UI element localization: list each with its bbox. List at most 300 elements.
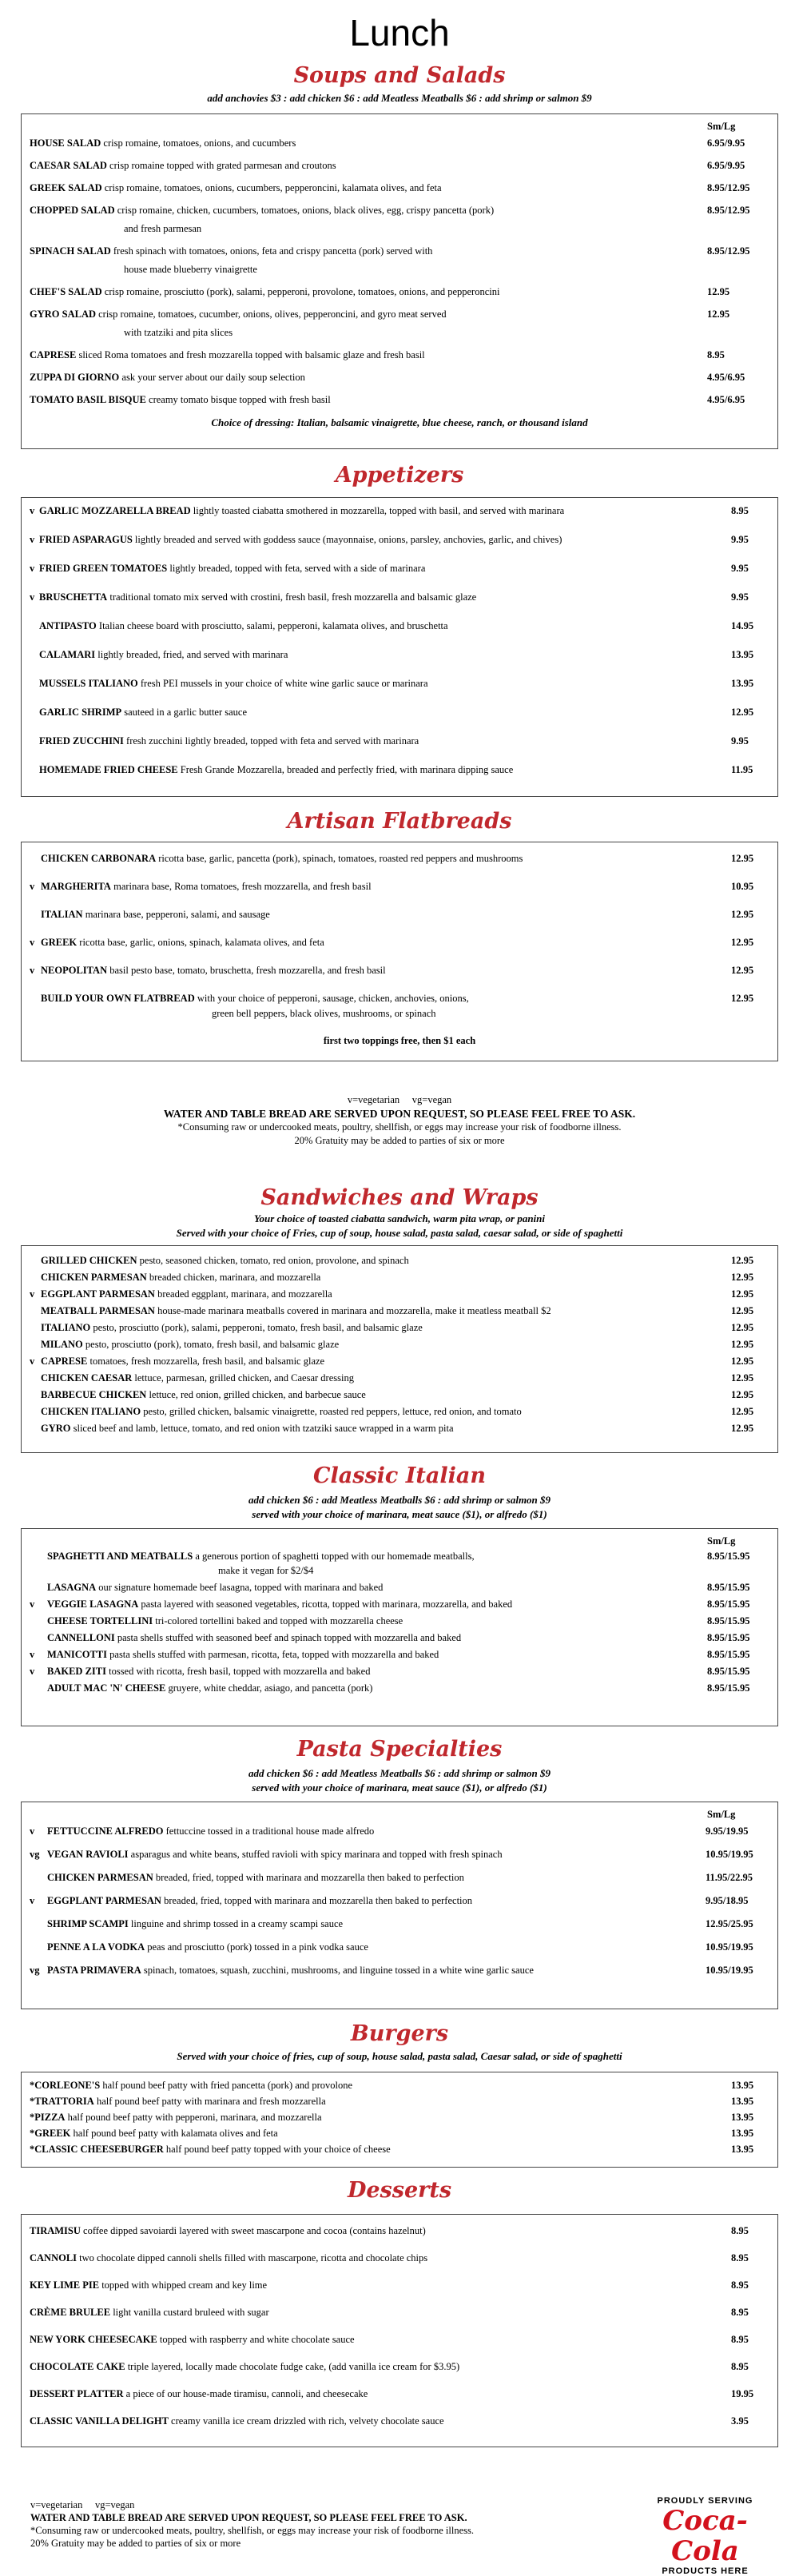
menu-item-name: NEW YORK CHEESECAKE <box>30 2334 157 2345</box>
menu-item-text <box>30 1848 706 1861</box>
menu-item-name: CALAMARI <box>39 649 96 660</box>
menu-item-price: 12.95 <box>731 1339 754 1350</box>
menu-item-name: CHEF'S SALAD <box>30 286 102 297</box>
menu-item <box>30 1422 769 1435</box>
menu-item-text <box>30 992 731 1021</box>
menu-item-text <box>30 1355 731 1368</box>
menu-item-description: asparagus and white beans, stuffed ravioli with spicy marinara and topped with fresh spinach <box>130 1849 503 1860</box>
menu-item <box>30 504 769 518</box>
menu-item-price: 8.95 <box>707 349 725 360</box>
menu-item-description: linguine and shrimp tossed in a creamy scampi sauce <box>130 1918 344 1929</box>
menu-item-text <box>30 1372 731 1384</box>
menu-item-text <box>30 1894 706 1907</box>
menu-item-price: 10.95/19.95 <box>706 1941 753 1953</box>
menu-item-price: 12.95 <box>731 1389 754 1400</box>
menu-item-name: EGGPLANT PARMESAN <box>47 1895 161 1906</box>
menu-item-description: breaded eggplant, marinara, and mozzarella <box>157 1288 332 1300</box>
menu-item-description: lightly breaded, topped with feta, served with a side of marinara <box>169 563 426 574</box>
menu-item-text <box>30 964 731 977</box>
menu-item-description: tossed with ricotta, fresh basil, topped with mozzarella and baked <box>109 1666 371 1677</box>
menu-item-description: pasta shells stuffed with parmesan, ricotta, feta, topped with mozzarella and baked <box>109 1649 439 1660</box>
menu-item-price: 19.95 <box>731 2388 754 2399</box>
sandwiches-sub2: Served with your choice of Fries, cup of soup, house salad, pasta salad, caesar salad, or side of spaghetti <box>176 1227 623 1239</box>
menu-item-price: 11.95/22.95 <box>706 1872 753 1883</box>
menu-item-text <box>30 1665 707 1678</box>
menu-item <box>30 1964 769 1977</box>
menu-item-price: 4.95/6.95 <box>707 394 745 405</box>
menu-item <box>30 562 769 575</box>
menu-item-text <box>30 1631 707 1644</box>
menu-item-text <box>30 1825 706 1837</box>
menu-item-description: two chocolate dipped cannoli shells filled with mascarpone, ricotta and chocolate chips <box>79 2252 428 2263</box>
menu-item-description: crisp romaine, tomatoes, cucumber, onions, olives, pepperoncini, and gyro meat served <box>98 309 447 320</box>
menu-item-price: 4.95/6.95 <box>707 372 745 383</box>
menu-item-price: 12.95 <box>731 1255 754 1266</box>
menu-item-price: 14.95 <box>731 620 754 631</box>
menu-item-text <box>30 1288 731 1300</box>
diet-marker: v <box>30 1356 35 1367</box>
menu-item <box>30 2360 769 2374</box>
menu-item-name: ITALIAN <box>41 909 83 920</box>
menu-item <box>30 648 769 662</box>
menu-item <box>30 1665 769 1678</box>
menu-item-name: VEGAN RAVIOLI <box>47 1849 129 1860</box>
menu-item-name: HOMEMADE FRIED CHEESE <box>39 764 178 775</box>
menu-item-description: marinara base, pepperoni, salami, and sausage <box>85 909 270 920</box>
menu-item <box>30 706 769 719</box>
menu-item <box>30 992 769 1021</box>
menu-item-text <box>30 908 731 922</box>
menu-item <box>30 880 769 894</box>
menu-item <box>30 1894 769 1907</box>
menu-item-description: traditional tomato mix served with crostini, fresh basil, fresh mozzarella and balsamic glaze <box>109 591 477 603</box>
menu-item-name: MILANO <box>41 1339 83 1350</box>
section-title-burgers: Burgers <box>350 2021 449 2046</box>
menu-item-description: with your choice of pepperoni, sausage, chicken, anchovies, onions, <box>197 993 469 1004</box>
menu-item-name: SHRIMP SCAMPI <box>47 1918 129 1929</box>
menu-item-text <box>30 2333 731 2347</box>
menu-item-description: half pound beef patty topped with your choice of cheese <box>165 2144 391 2155</box>
menu-item-name: BUILD YOUR OWN FLATBREAD <box>41 993 195 1004</box>
menu-item-description-cont: and fresh parmesan <box>124 223 202 234</box>
menu-item-name: HOUSE SALAD <box>30 137 101 149</box>
menu-item-description-cont: with tzatziki and pita slices <box>124 327 233 338</box>
menu-item-name: ZUPPA DI GIORNO <box>30 372 120 383</box>
menu-item-name: CAPRESE <box>30 349 77 360</box>
menu-item <box>30 1648 769 1661</box>
menu-item-name: *CORLEONE'S <box>30 2080 101 2091</box>
raw-warning: *Consuming raw or undercooked meats, poultry, shellfish, or eggs may increase your risk of foodborne illness. <box>177 1121 622 1133</box>
menu-item <box>30 1304 769 1317</box>
menu-item-price: 12.95 <box>731 853 754 864</box>
menu-item-name: CHICKEN CARBONARA <box>41 853 157 864</box>
classic-box <box>21 1528 778 1726</box>
flatbreads-list <box>30 852 769 1021</box>
gratuity-note: 20% Gratuity may be added to parties of six or more <box>294 1135 505 1146</box>
menu-item-description: our signature homemade beef lasagna, topped with marinara and baked <box>98 1582 384 1593</box>
menu-item-price: 12.95 <box>731 965 754 976</box>
menu-item-description: half pound beef patty with marinara and fresh mozzarella <box>96 2096 326 2107</box>
diet-marker: v <box>30 1666 35 1677</box>
menu-item-name: CRÈME BRULEE <box>30 2307 111 2318</box>
menu-item-price: 12.95 <box>731 1322 754 1333</box>
menu-item-name: ITALIANO <box>41 1322 91 1333</box>
menu-item <box>30 735 769 748</box>
menu-item-name: MARGHERITA <box>41 881 111 892</box>
coke-bottom-text: PRODUCTS HERE <box>662 2566 749 2576</box>
menu-item-text <box>30 1254 731 1267</box>
menu-item-description: lightly toasted ciabatta smothered in mozzarella, topped with basil, and served with marinara <box>193 505 565 516</box>
menu-item-text <box>30 1648 707 1661</box>
menu-item-price: 13.95 <box>731 2096 754 2107</box>
menu-item-text <box>30 1338 731 1351</box>
menu-item-name: *TRATTORIA <box>30 2096 94 2107</box>
menu-item-price: 13.95 <box>731 649 754 660</box>
menu-item <box>30 1254 769 1267</box>
menu-item <box>30 1631 769 1644</box>
menu-item-description: a generous portion of spaghetti topped with our homemade meatballs, <box>195 1551 475 1562</box>
menu-item-description: ask your server about our daily soup selection <box>121 372 305 383</box>
menu-item-price: 8.95/15.95 <box>707 1599 750 1610</box>
desserts-box <box>21 2214 778 2447</box>
menu-item-text <box>30 2415 731 2428</box>
menu-item-name: PASTA PRIMAVERA <box>47 1965 141 1976</box>
classic-sub1: add chicken $6 : add Meatless Meatballs $6 : add shrimp or salmon $9 <box>248 1494 551 1506</box>
menu-item-name: CHOCOLATE CAKE <box>30 2361 125 2372</box>
diet-marker: v <box>30 534 35 545</box>
menu-item-description: pesto, seasoned chicken, tomato, red onion, provolone, and spinach <box>139 1255 409 1266</box>
menu-item <box>30 2387 769 2401</box>
menu-item-name: CAPRESE <box>41 1356 88 1367</box>
menu-item-name: TOMATO BASIL BISQUE <box>30 394 146 405</box>
menu-item-description: crisp romaine topped with grated parmesan and croutons <box>109 160 336 171</box>
menu-item-price: 8.95/12.95 <box>707 245 750 257</box>
menu-item-description: sliced Roma tomatoes and fresh mozzarella topped with balsamic glaze and fresh basil <box>78 349 425 360</box>
menu-item-name: CANNELLONI <box>47 1632 115 1643</box>
menu-item-price: 8.95 <box>731 2225 749 2236</box>
menu-item-price: 13.95 <box>731 2128 754 2139</box>
menu-item-text <box>30 2252 731 2265</box>
menu-item-price: 12.95/25.95 <box>706 1918 753 1929</box>
menu-item-name: FRIED ZUCCHINI <box>39 735 124 747</box>
menu-item-price: 9.95 <box>731 563 749 574</box>
menu-item-description: ricotta base, garlic, onions, spinach, kalamata olives, and feta <box>79 937 324 948</box>
classic-size-header-row <box>30 1535 769 1550</box>
menu-item-name: GYRO SALAD <box>30 309 96 320</box>
diet-legend: v=vegetarian vg=vegan <box>30 2499 135 2510</box>
menu-item-name: GARLIC MOZZARELLA BREAD <box>39 505 191 516</box>
menu-item-price: 8.95/15.95 <box>707 1649 750 1660</box>
menu-item-name: FETTUCCINE ALFREDO <box>47 1825 164 1837</box>
menu-item-name: GREEK <box>41 937 78 948</box>
soups-addons: add anchovies $3 : add chicken $6 : add Meatless Meatballs $6 : add shrimp or salmon $9 <box>207 92 592 104</box>
menu-item-description: a piece of our house-made tiramisu, cannoli, and cheesecake <box>125 2388 368 2399</box>
page-title: Lunch <box>349 12 450 54</box>
appetizers-box <box>21 497 778 797</box>
menu-item-price: 9.95 <box>731 534 749 545</box>
menu-item-text <box>30 562 731 575</box>
toppings-note: first two toppings free, then $1 each <box>323 1035 476 1046</box>
menu-item <box>30 1321 769 1334</box>
menu-item-name: GREEK SALAD <box>30 182 102 193</box>
menu-item-description: breaded, fried, topped with marinara and mozzarella then baked to perfection <box>164 1895 473 1906</box>
menu-item-price: 6.95/9.95 <box>707 137 745 149</box>
menu-item-text <box>30 1271 731 1284</box>
menu-item-name: FRIED GREEN TOMATOES <box>39 563 168 574</box>
gratuity-note: 20% Gratuity may be added to parties of six or more <box>30 2538 241 2549</box>
menu-item <box>30 2333 769 2347</box>
menu-item-text <box>30 1917 706 1930</box>
diet-marker: v <box>30 563 35 574</box>
menu-item-description: pasta shells stuffed with seasoned beef and spinach topped with mozzarella and baked <box>117 1632 462 1643</box>
menu-item <box>30 763 769 777</box>
soups-size-header-row <box>30 121 769 137</box>
menu-item-price: 12.95 <box>731 707 754 718</box>
menu-item-text <box>30 137 707 150</box>
menu-item-name: CANNOLI <box>30 2252 78 2263</box>
menu-item <box>30 936 769 950</box>
menu-item-description: fresh PEI mussels in your choice of white wine garlic sauce or marinara <box>140 678 428 689</box>
menu-item-price: 12.95 <box>731 909 754 920</box>
menu-item-description: coffee dipped savoiardi layered with sweet mascarpone and cocoa (contains hazelnut) <box>83 2225 426 2236</box>
classic-list <box>30 1550 769 1694</box>
menu-item-price: 8.95/15.95 <box>707 1666 750 1677</box>
menu-item-price: 12.95 <box>731 1288 754 1300</box>
menu-item-price: 12.95 <box>731 1305 754 1316</box>
menu-item-price: 8.95/15.95 <box>707 1615 750 1626</box>
menu-item-text <box>30 371 707 384</box>
menu-item-text <box>30 2306 731 2319</box>
menu-item-text <box>30 1321 731 1334</box>
menu-item-price: 10.95/19.95 <box>706 1965 753 1976</box>
menu-item-name: CHEESE TORTELLINI <box>47 1615 153 1626</box>
section-title-pasta: Pasta Specialties <box>296 1737 503 1762</box>
section-title-appetizers: Appetizers <box>335 463 464 488</box>
menu-item-text <box>30 181 707 195</box>
menu-item-text <box>30 880 731 894</box>
menu-item-name: ADULT MAC 'N' CHEESE <box>47 1682 166 1694</box>
menu-item <box>30 852 769 866</box>
menu-item-text <box>30 2360 731 2374</box>
menu-item-name: PENNE A LA VODKA <box>47 1941 145 1953</box>
menu-item-name: SPAGHETTI AND MEATBALLS <box>47 1551 193 1562</box>
menu-item-description-cont: green bell peppers, black olives, mushrooms, or spinach <box>212 1008 436 1019</box>
menu-item <box>30 1825 769 1837</box>
menu-item-text <box>30 1422 731 1435</box>
menu-item-price: 9.95 <box>731 591 749 603</box>
menu-item-description: tomatoes, fresh mozzarella, fresh basil, and balsamic glaze <box>89 1356 325 1367</box>
menu-item-price: 8.95 <box>731 2279 749 2291</box>
menu-item-price: 12.95 <box>707 309 730 320</box>
menu-item-text <box>30 1598 707 1610</box>
menu-item-text <box>30 2095 731 2108</box>
menu-item-description: Fresh Grande Mozzarella, breaded and perfectly fried, with marinara dipping sauce <box>180 764 514 775</box>
menu-item-text <box>30 2111 731 2124</box>
menu-item-description: crisp romaine, prosciutto (pork), salami, pepperoni, provolone, tomatoes, onions, and pepperoncini <box>104 286 500 297</box>
menu-item-description: pesto, prosciutto (pork), tomato, fresh basil, and balsamic glaze <box>85 1339 340 1350</box>
menu-item-description: Italian cheese board with prosciutto, salami, pepperoni, kalamata olives, and bruschetta <box>98 620 448 631</box>
menu-item-text <box>30 533 731 547</box>
pasta-size-header-row <box>30 1809 769 1825</box>
pasta-list <box>30 1825 769 1977</box>
menu-item-text <box>30 2224 731 2238</box>
menu-item-description: marinara base, Roma tomatoes, fresh mozzarella, and fresh basil <box>113 881 372 892</box>
menu-item-price: 12.95 <box>731 993 754 1004</box>
diet-marker: vg <box>30 1849 40 1860</box>
section-title-classic: Classic Italian <box>313 1463 486 1488</box>
menu-item-text <box>30 1550 707 1577</box>
menu-item-description: ricotta base, garlic, pancetta (pork), spinach, tomatoes, roasted red peppers and mushrooms <box>158 853 523 864</box>
section-title-sandwiches: Sandwiches and Wraps <box>260 1185 539 1210</box>
menu-item <box>30 181 769 195</box>
menu-item-description: gruyere, white cheddar, asiago, and pancetta (pork) <box>168 1682 373 1694</box>
menu-item-price: 11.95 <box>731 764 753 775</box>
menu-item-description: triple layered, locally made chocolate fudge cake, (add vanilla ice cream for $3.95) <box>127 2361 460 2372</box>
menu-item-price: 8.95/15.95 <box>707 1632 750 1643</box>
menu-item-price: 12.95 <box>731 1372 754 1384</box>
menu-item <box>30 245 769 277</box>
menu-item-text <box>30 1405 731 1418</box>
menu-item-text <box>30 706 731 719</box>
menu-item-text <box>30 2279 731 2292</box>
menu-item-price: 8.95 <box>731 2307 749 2318</box>
desserts-list <box>30 2224 769 2428</box>
menu-item-text <box>30 1871 706 1884</box>
menu-item <box>30 137 769 150</box>
menu-item-price: 8.95/12.95 <box>707 205 750 216</box>
menu-item-price: 13.95 <box>731 678 754 689</box>
menu-item <box>30 2415 769 2428</box>
menu-item-text <box>30 1941 706 1953</box>
menu-item <box>30 1682 769 1694</box>
menu-item-price: 12.95 <box>731 937 754 948</box>
menu-item-text <box>30 2127 731 2140</box>
menu-item-price: 8.95 <box>731 505 749 516</box>
menu-item-name: *GREEK <box>30 2128 71 2139</box>
menu-item-description: tri-colored tortellini baked and topped with mozzarella cheese <box>155 1615 403 1626</box>
menu-item <box>30 285 769 299</box>
menu-item <box>30 1388 769 1401</box>
menu-item-description: house-made marinara meatballs covered in marinara and mozzarella, make it meatless meatball $2 <box>157 1305 551 1316</box>
flatbreads-box <box>21 842 778 1061</box>
menu-item <box>30 2279 769 2292</box>
menu-item <box>30 204 769 236</box>
menu-item-price: 12.95 <box>707 286 730 297</box>
menu-item-description: lightly breaded and served with goddess sauce (mayonnaise, onions, parsley, anchovies, garlic, and chives) <box>134 534 562 545</box>
menu-item <box>30 2224 769 2238</box>
menu-item-price: 8.95/15.95 <box>707 1682 750 1694</box>
menu-item-text <box>30 648 731 662</box>
burgers-list <box>30 2079 769 2156</box>
size-header: Sm/Lg <box>707 1535 736 1547</box>
pasta-box <box>21 1802 778 2009</box>
classic-sub2: served with your choice of marinara, meat sauce ($1), or alfredo ($1) <box>252 1508 547 1520</box>
menu-item <box>30 2143 769 2156</box>
diet-marker: v <box>30 1599 35 1610</box>
menu-item-text <box>30 852 731 866</box>
menu-item-description-cont: make it vegan for $2/$4 <box>218 1565 314 1576</box>
menu-item-price: 10.95/19.95 <box>706 1849 753 1860</box>
menu-item-text <box>30 348 707 362</box>
menu-item-text <box>30 245 707 277</box>
burgers-box <box>21 2072 778 2168</box>
menu-item-description: fresh zucchini lightly breaded, topped with feta and served with marinara <box>126 735 419 747</box>
menu-item-name: CHICKEN PARMESAN <box>41 1272 147 1283</box>
menu-item <box>30 2306 769 2319</box>
menu-item-description: crisp romaine, tomatoes, onions, and cucumbers <box>103 137 296 149</box>
menu-item-name: DESSERT PLATTER <box>30 2388 124 2399</box>
menu-item-description: crisp romaine, chicken, cucumbers, tomatoes, onions, black olives, egg, crispy pancetta (pork) <box>117 205 495 216</box>
menu-item-description: creamy tomato bisque topped with fresh basil <box>149 394 331 405</box>
soups-box <box>21 113 778 449</box>
menu-item-description: lettuce, red onion, grilled chicken, and barbecue sauce <box>149 1389 366 1400</box>
menu-item-description: breaded chicken, marinara, and mozzarella <box>149 1272 321 1283</box>
menu-item-text <box>30 591 731 604</box>
menu-item <box>30 348 769 362</box>
menu-item-description: pesto, prosciutto (pork), salami, pepperoni, tomato, fresh basil, and balsamic glaze <box>93 1322 423 1333</box>
coke-top-text: PROUDLY SERVING <box>657 2496 753 2506</box>
menu-item-description: topped with raspberry and white chocolate sauce <box>159 2334 355 2345</box>
menu-item-price: 8.95 <box>731 2252 749 2263</box>
notes-block-2 <box>30 2498 474 2550</box>
menu-item-price: 13.95 <box>731 2112 754 2123</box>
size-header: Sm/Lg <box>707 1809 736 1820</box>
menu-item <box>30 393 769 407</box>
menu-item-description: peas and prosciutto (pork) tossed in a pink vodka sauce <box>147 1941 368 1953</box>
menu-item <box>30 2079 769 2092</box>
menu-item-description: lettuce, parmesan, grilled chicken, and Caesar dressing <box>134 1372 354 1384</box>
menu-item-text <box>30 1614 707 1627</box>
menu-item-name: GARLIC SHRIMP <box>39 707 122 718</box>
menu-item <box>30 1271 769 1284</box>
menu-item-text <box>30 2143 731 2156</box>
coca-cola-logo: Coca-Cola <box>662 2505 748 2567</box>
diet-marker: v <box>30 591 35 603</box>
menu-item-description: topped with whipped cream and key lime <box>101 2279 268 2291</box>
menu-item-name: FRIED ASPARAGUS <box>39 534 133 545</box>
menu-item-name: MANICOTTI <box>47 1649 108 1660</box>
menu-item-name: MUSSELS ITALIANO <box>39 678 138 689</box>
menu-item-price: 8.95 <box>731 2334 749 2345</box>
menu-item <box>30 1355 769 1368</box>
menu-item-price: 8.95/15.95 <box>707 1551 750 1562</box>
menu-item <box>30 2127 769 2140</box>
water-note: WATER AND TABLE BREAD ARE SERVED UPON REQUEST, SO PLEASE FEEL FREE TO ASK. <box>163 1108 636 1120</box>
menu-item-text <box>30 159 707 173</box>
menu-item-price: 9.95/19.95 <box>706 1825 749 1837</box>
menu-item-price: 3.95 <box>731 2415 749 2427</box>
menu-item-description: spinach, tomatoes, squash, zucchini, mushrooms, and linguine tossed in a white wine garlic sauce <box>143 1965 534 1976</box>
menu-item-text <box>30 1581 707 1594</box>
menu-item-text <box>30 2387 731 2401</box>
menu-item-text <box>30 1964 706 1977</box>
pasta-sub2: served with your choice of marinara, meat sauce ($1), or alfredo ($1) <box>252 1782 547 1794</box>
raw-warning: *Consuming raw or undercooked meats, poultry, shellfish, or eggs may increase your risk of foodborne illness. <box>30 2525 474 2536</box>
menu-item-description: half pound beef patty with kalamata olives and feta <box>73 2128 278 2139</box>
menu-item <box>30 1550 769 1577</box>
menu-item-name: VEGGIE LASAGNA <box>47 1599 139 1610</box>
menu-item-price: 9.95 <box>731 735 749 747</box>
sandwiches-list <box>30 1254 769 1435</box>
menu-item <box>30 2111 769 2124</box>
menu-item-description: fresh spinach with tomatoes, onions, feta and crispy pancetta (pork) served with <box>113 245 433 257</box>
menu-item-price: 13.95 <box>731 2080 754 2091</box>
menu-item-name: EGGPLANT PARMESAN <box>41 1288 155 1300</box>
menu-item-name: BRUSCHETTA <box>39 591 108 603</box>
menu-item <box>30 1288 769 1300</box>
diet-marker: v <box>30 1895 35 1906</box>
menu-item <box>30 1372 769 1384</box>
